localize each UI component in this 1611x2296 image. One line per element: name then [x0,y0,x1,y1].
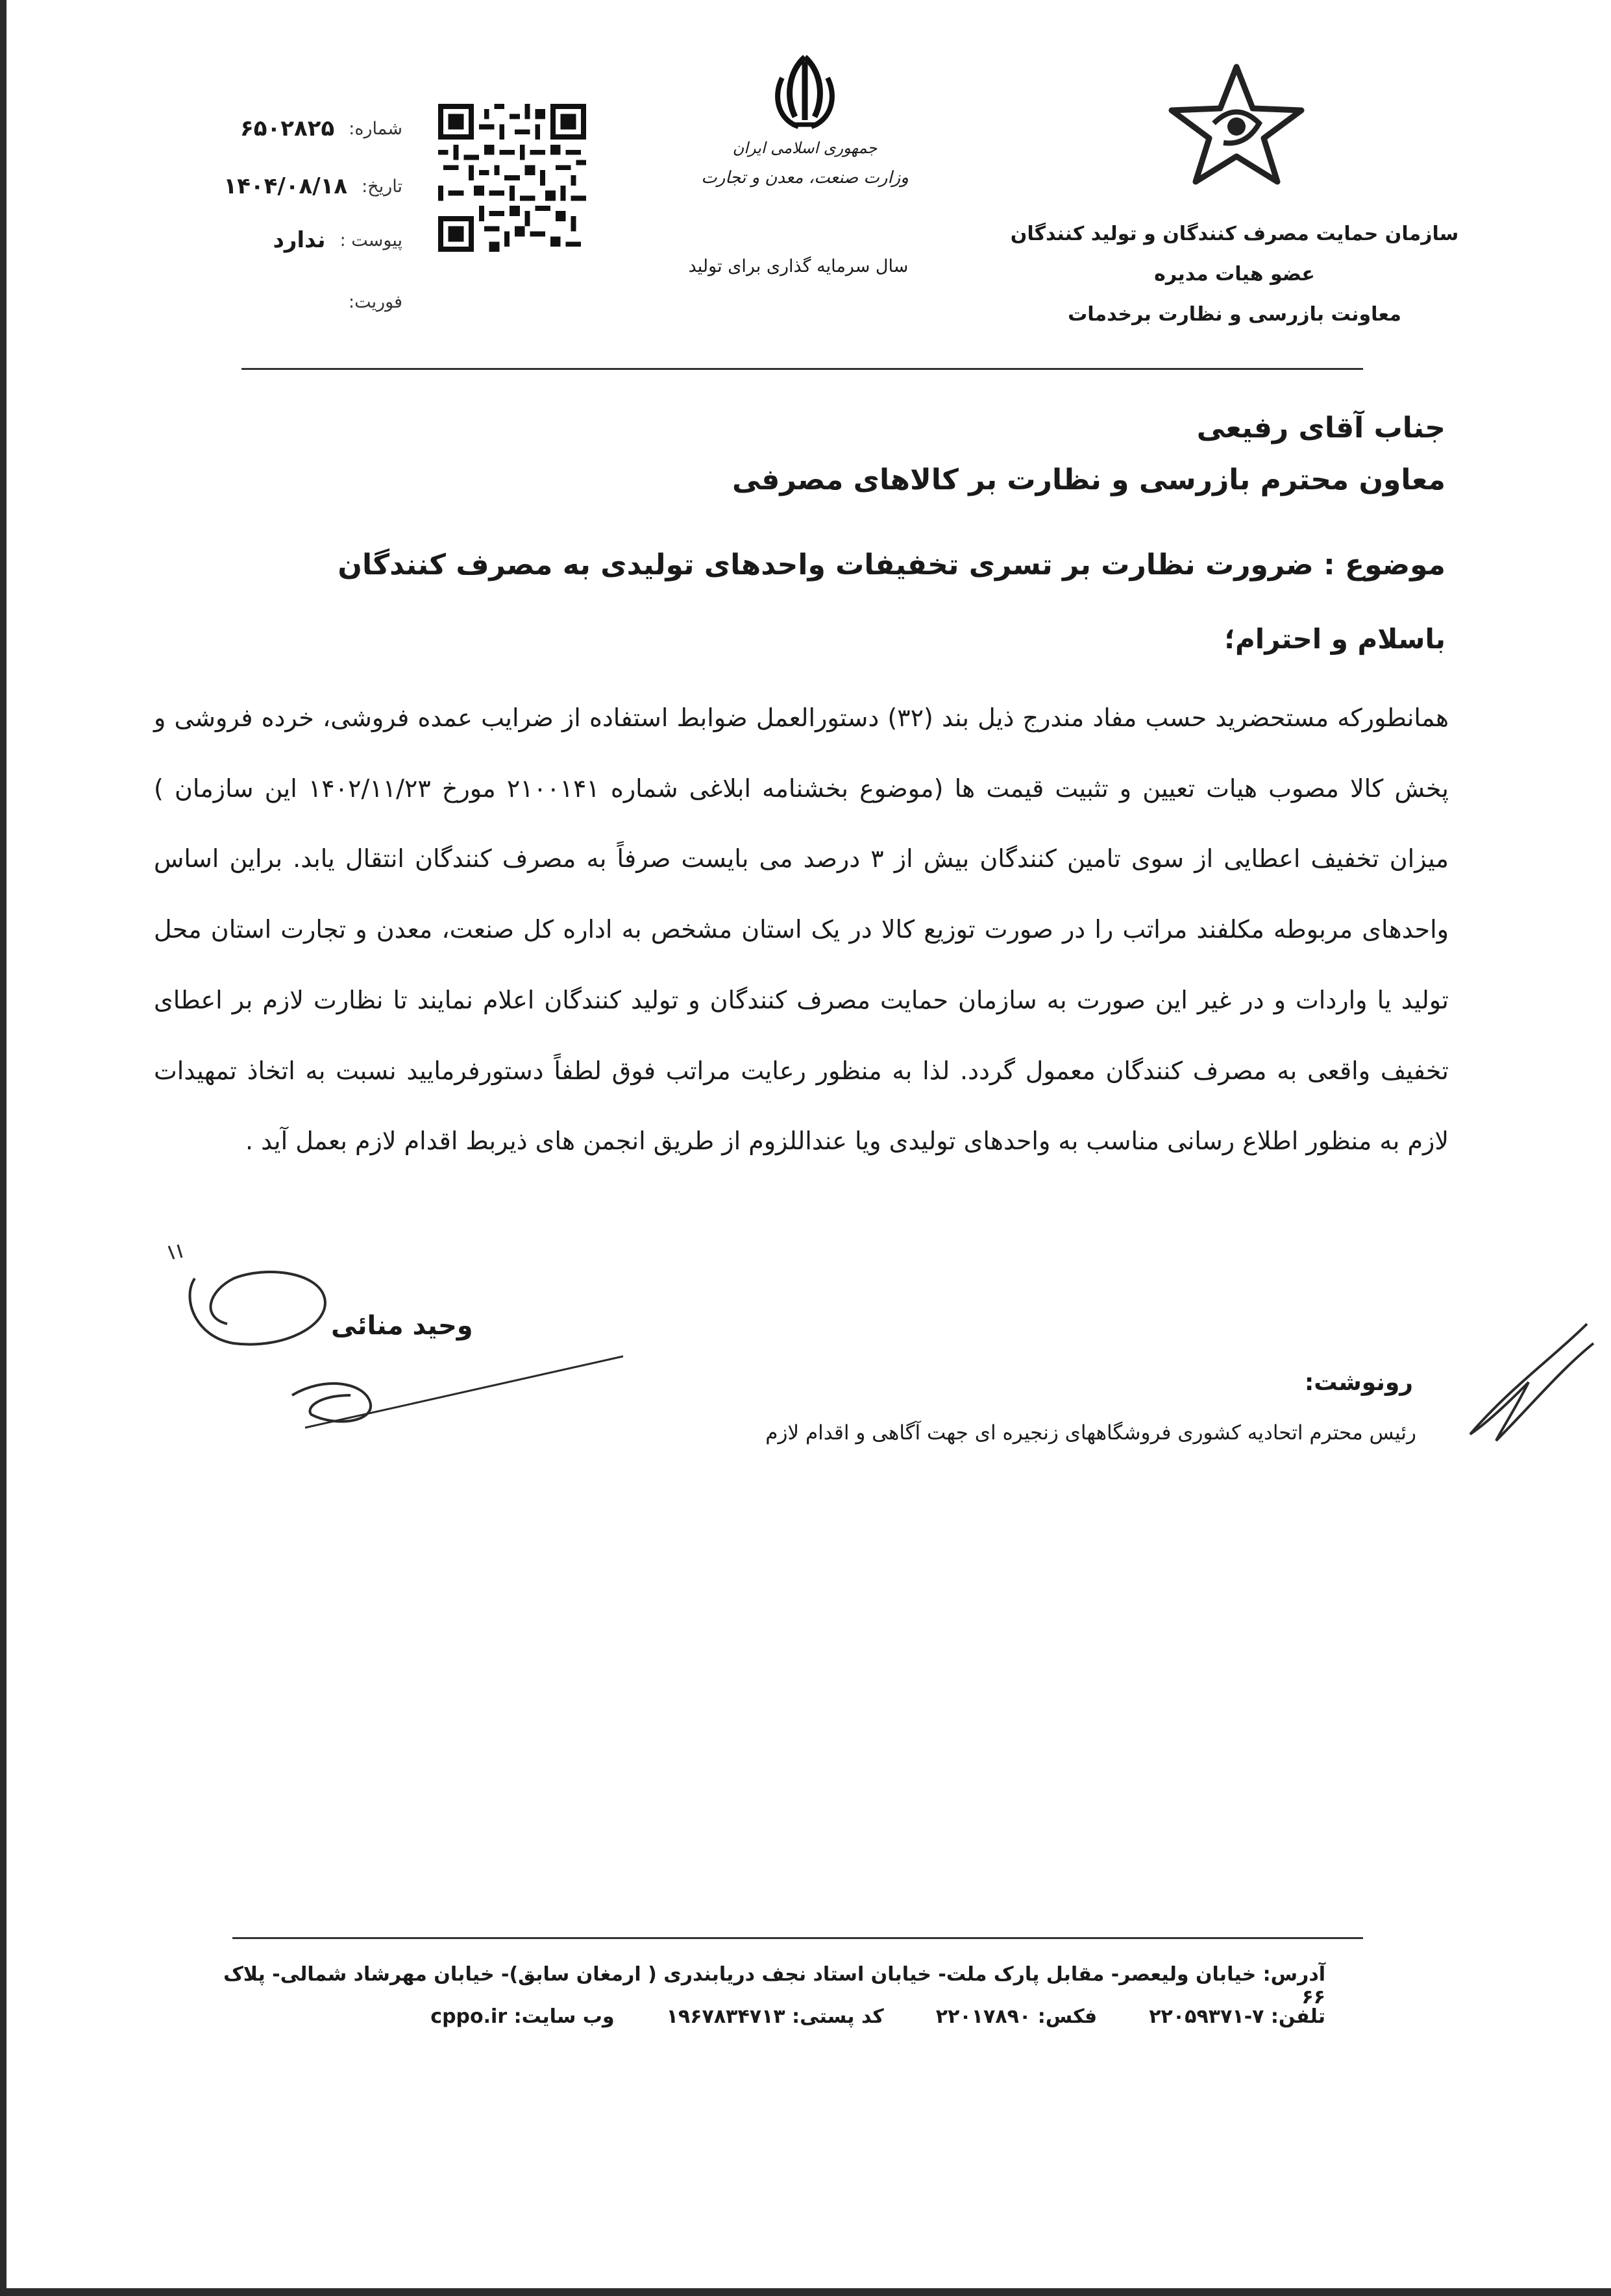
year-slogan: سال سرمایه گذاری برای تولید [688,256,909,276]
urgency-label: فوریت: [348,291,402,312]
addressee-title: معاون محترم بازرسی و نظارت بر کالاهای مصرفی [732,463,1445,496]
organization-logo [1162,62,1311,185]
cc-recipient: رئیس محترم اتحادیه کشوری فروشگاههای زنجیره ای جهت آگاهی و اقدام لازم [765,1421,1416,1445]
meta-urgency [149,286,402,318]
qr-code[interactable] [438,104,586,252]
board-member: عضو هیات مدیره [1154,263,1315,286]
deputy-title: معاونت بازرسی و نظارت برخدمات [1068,303,1401,326]
footer-phone: تلفن: ۷-۲۲۰۵۹۳۷۱ [1149,2005,1325,2028]
date-label: تاریخ: [362,176,402,197]
addressee [212,402,1445,506]
number-value: ۶۵۰۲۸۲۵ [240,116,335,141]
ministry-block [688,133,922,193]
number-label: شماره: [349,118,402,139]
organization-block [1007,214,1462,335]
greeting: باسلام و احترام؛ [1224,623,1445,655]
cc-initials-mark [1457,1317,1600,1447]
organization-name: سازمان حمایت مصرف کنندگان و تولید کنندگان [1010,223,1459,245]
footer-divider [232,1937,1363,1939]
signer-name: وحید منائی [331,1311,473,1341]
meta-date [149,170,402,202]
footer-contacts [222,2005,1325,2028]
attachment-label: پیوست : [339,230,402,250]
meta-number [149,112,402,145]
footer-website[interactable]: وب سایت: cppo.ir [430,2005,615,2028]
footer-fax: فکس: ۲۲۰۱۷۸۹۰ [935,2005,1098,2028]
letter-body: همانطورکه مستحضرید حسب مفاد مندرج ذیل بند (۳۲) دستورالعمل ضوابط استفاده از ضرایب عمده فروشی، خرده فروشی و پخش کالا مصوب هیات تعیین و تثبیت قیمت ها (موضوع بخشنامه ابلاغی شماره ۲۱۰۰۱۴۱ مورخ ۱۴۰۲/۱۱/۲۳ این سازمان ) میزان تخفیف اعطایی از سوی تامین کنندگان بیش از ۳ درصد می بایست صرفاً به مصرف کنندگان انتقال یابد. براین اساس واحدهای مربوطه مکلفند مراتب را در صورت توزیع کالا در یک استان مشخص به اداره کل صنعت، معدن و تجارت استان محل تولید یا واردات و در غیر این صورت به سازمان حمایت مصرف کنندگان و تولید کنندگان اعلام نمایند تا نظارت لازم بر اعطای تخفیف واقعی به مصرف کنندگان معمول گردد. لذا به منظور رعایت مراتب فوق لطفاً دستورفرمایید نسبت به اتخاذ تمهیدات لازم به منظور اطلاع رسانی مناسب به واحدهای تولیدی ویا عنداللزوم از طریق انجمن های ذیربط اقدام لازم بعمل آید . [154,703,1449,1156]
date-value: ۱۴۰۴/۰۸/۱۸ [223,173,348,199]
header-divider [241,368,1363,370]
attachment-value: ندارد [273,227,326,253]
letter-subject: موضوع : ضرورت نظارت بر تسری تخفیفات واحدهای تولیدی به مصرف کنندگان [338,548,1445,581]
meta-attachment [149,224,402,256]
ministry-line1: جمهوری اسلامی ایران [732,139,878,157]
addressee-name: جناب آقای رفیعی [1196,411,1445,445]
footer-address: آدرس: خیابان ولیعصر- مقابل پارک ملت- خیابان استاد نجف دریابندری ( ارمغان سابق)- خیابان مهرشاد شمالی- پلاک ۶۶ [223,1963,1325,2009]
iran-emblem-icon [769,52,841,133]
cc-title: رونوشت: [1304,1369,1413,1396]
ministry-line2: وزارت صنعت، معدن و تجارت [701,168,909,188]
handwritten-signature [156,1233,636,1454]
footer-postal-code: کد پستی: ۱۹۶۷۸۳۴۷۱۳ [666,2005,884,2028]
